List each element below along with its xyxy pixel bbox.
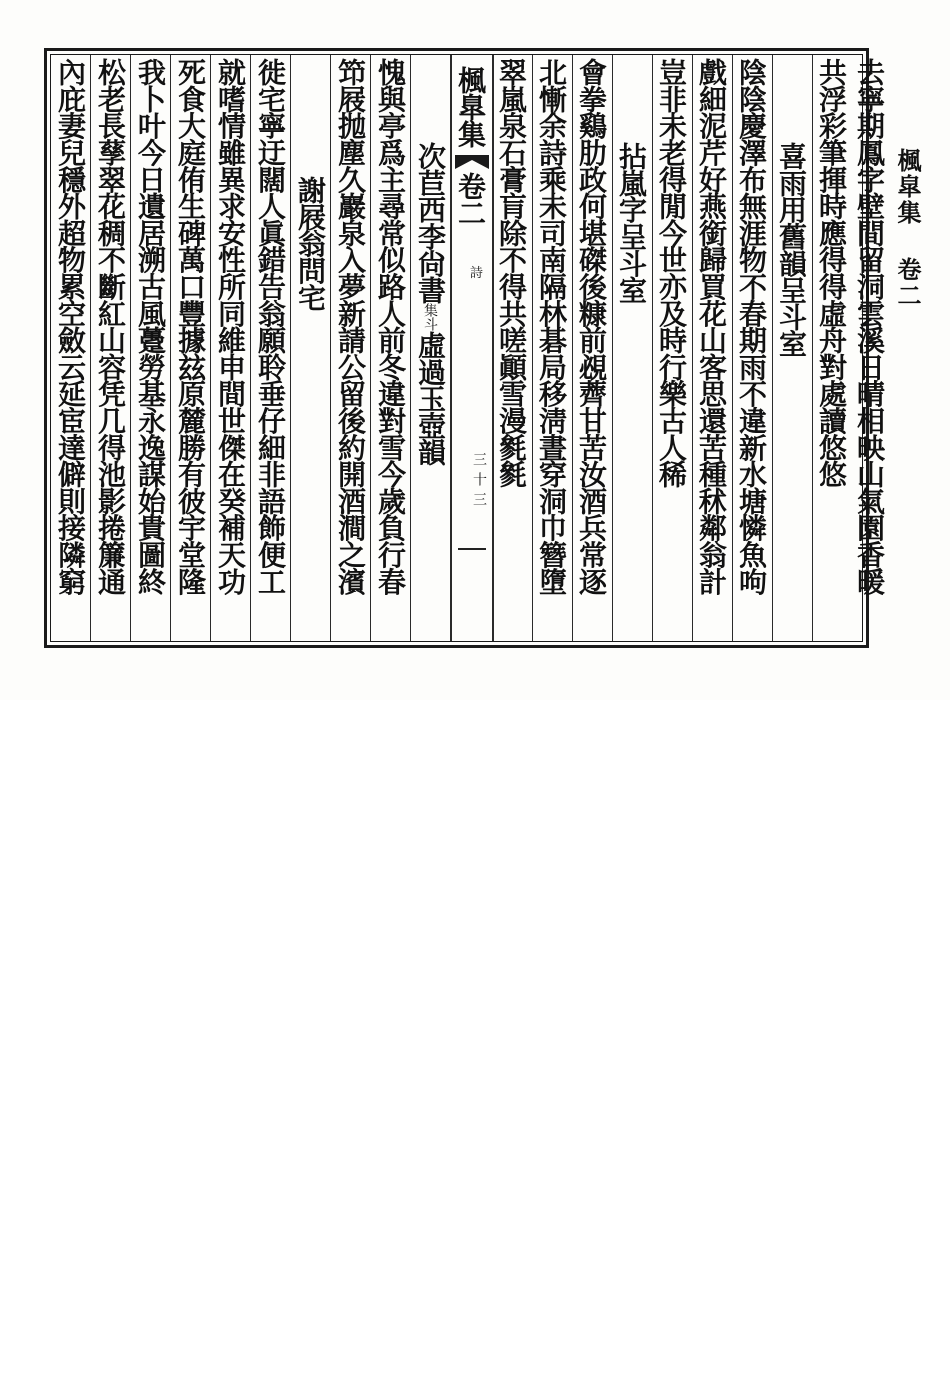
column-rule [410,55,411,641]
text-column: 會拳鷄肋政何堪磔後糠前覕薺甘苦汝酒兵常逐 [575,58,608,595]
column-rule [250,55,251,641]
signature-bottom-line [458,548,486,550]
column-rule [370,55,371,641]
text-column: 豈非未老得閒今世亦及時行樂古人稀 [655,58,688,487]
margin-title: 楓皐集 卷二 [893,148,922,309]
poem-title-part1: 次苣西李尙書 [414,142,447,303]
text-column: 我卜叶今日遺居溯古風躉勞基永逸謀始貴圖終 [134,58,167,595]
signature-book-title: 楓臯集 [454,66,487,147]
poem-title [412,58,448,722]
text-column: 內庇妻兒穩外超物累空斂云延宦達僻則接隣窮 [54,58,87,595]
column-rule [290,55,291,641]
signature-page-number: 三十三 [471,452,487,512]
poem-title-part2: 虛過玉壺韻 [414,330,447,465]
column-rule [210,55,211,641]
poem-title: 拈嵐字呈斗室 [615,142,648,303]
text-column: 徙宅寧迂闊人眞錯告翁願聆垂仔細非語飾便工 [254,58,287,595]
column-rule [330,55,331,641]
text-column: 愧與亭爲主尋常似路人前冬違對雪今歲負行春 [374,58,407,595]
poem-title: 喜雨用舊韻呈斗室 [775,142,808,357]
signature-juan: 卷二 [454,172,487,226]
text-column: 共浮彩筆揮時應得得虛舟對處讀悠悠 [815,58,848,487]
text-column: 戲細泥芹好燕銜歸買花山客思還苦種秫鄰翁計 [695,58,728,595]
column-rule [130,55,131,641]
fishtail-mark-icon [455,155,489,169]
column-rule [170,55,171,641]
poem-title: 謝屐翁問宅 [294,176,327,311]
text-column: 笻屐抛塵久巖泉入夢新請公留後約開酒澗之濱 [334,58,367,595]
text-column: 翠嵐泉石膏肓除不得共嗟顚雪漫毿毿 [495,58,528,487]
text-column: 北慚余詩乘未司南隔林碁局移淸晝穿洞巾簪墮 [535,58,568,595]
text-column: 陰陰慶澤布無涯物不春期雨不違新水塘憐魚呴 [735,58,768,595]
text-column: 就嗜情雖異求安性所同維申間世傑在癸補天功 [214,58,247,595]
text-column: 去寧期鳳字壁間留洞雲溪日晴相映山氣園香暖 [853,58,886,595]
column-rule [90,55,91,641]
text-column: 松老長孶翠花稠不斷紅山容凭几得池影捲簾通 [94,58,127,595]
signature-section: 詩 [470,266,484,281]
text-column: 死食大庭侑生碑萬口豐據玆原麓勝有彼宇堂隆 [174,58,207,595]
poem-title-note: 集斗 [422,302,438,331]
